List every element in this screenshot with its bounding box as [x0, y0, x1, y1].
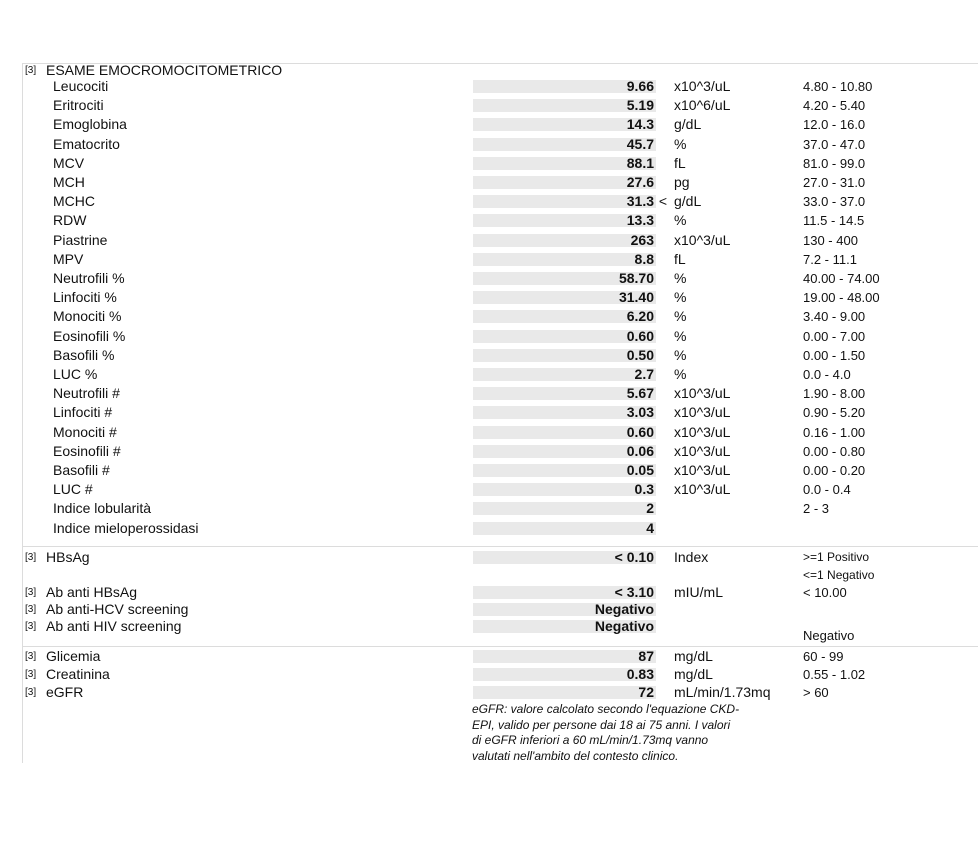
- result-row: [0, 617, 978, 643]
- egfr-note-line: di eGFR inferiori a 60 mL/min/1.73mq vanno: [472, 733, 709, 747]
- result-value: 0.05: [626, 462, 654, 478]
- result-unit: %: [674, 308, 687, 325]
- result-reference: 3.40 - 9.00: [803, 309, 866, 325]
- result-label: MCHC: [53, 193, 95, 210]
- result-label: eGFR: [46, 684, 84, 700]
- result-value: 5.19: [626, 97, 654, 114]
- result-unit: mL/min/1.73mq: [674, 684, 771, 700]
- result-value: 0.83: [626, 666, 654, 682]
- result-unit: mIU/mL: [674, 584, 723, 600]
- result-label: Basofili #: [53, 462, 110, 478]
- result-value: 58.70: [618, 270, 654, 286]
- result-unit: mg/dL: [674, 648, 713, 664]
- result-value: 45.7: [626, 135, 654, 152]
- result-unit: g/dL: [674, 116, 702, 133]
- result-value: 4: [646, 519, 654, 536]
- result-label: LUC %: [53, 366, 98, 382]
- result-row: [0, 231, 978, 250]
- result-reference: 19.00 - 48.00: [803, 290, 880, 306]
- value-box: [473, 234, 656, 247]
- result-unit: x10^3/uL: [674, 442, 731, 459]
- result-reference: 0.16 - 1.00: [803, 424, 866, 440]
- egfr-note-line: eGFR: valore calcolato secondo l'equazione CKD-: [472, 702, 740, 716]
- result-value: 9.66: [626, 78, 654, 94]
- result-row: [0, 423, 978, 442]
- result-flag: <: [658, 193, 668, 210]
- result-row: [0, 647, 978, 666]
- separator: [22, 546, 978, 547]
- result-value: 263: [630, 231, 654, 248]
- result-row: [0, 115, 978, 134]
- result-value: 3.03: [626, 404, 654, 421]
- result-value: 2.7: [634, 366, 654, 382]
- result-label: RDW: [53, 212, 87, 229]
- result-unit: x10^3/uL: [674, 231, 731, 248]
- result-reference: 0.55 - 1.02: [803, 667, 866, 682]
- result-value: < 0.10: [614, 549, 654, 565]
- result-label: Ematocrito: [53, 135, 120, 152]
- result-value: 0.60: [626, 423, 654, 440]
- result-reference: 81.0 - 99.0: [803, 155, 866, 171]
- value-box: [473, 650, 656, 663]
- result-value: 13.3: [626, 212, 654, 229]
- result-row: [0, 384, 978, 403]
- result-row: [0, 665, 978, 684]
- result-unit: x10^3/uL: [674, 423, 731, 440]
- result-unit: x10^3/uL: [674, 385, 731, 402]
- egfr-note: [472, 702, 792, 764]
- result-value: 14.3: [626, 116, 654, 133]
- result-reference: 4.80 - 10.80: [803, 79, 873, 94]
- result-row: [0, 461, 978, 480]
- value-box: [473, 253, 656, 266]
- result-reference: 0.0 - 0.4: [803, 482, 851, 498]
- result-label: Neutrofili %: [53, 270, 125, 286]
- section-marker: [3]: [25, 604, 37, 615]
- result-reference: Negativo: [803, 628, 855, 643]
- result-unit: fL: [674, 154, 686, 171]
- result-label: LUC #: [53, 481, 93, 498]
- result-unit: %: [674, 346, 687, 363]
- result-row: [0, 683, 978, 702]
- value-box: [473, 522, 656, 535]
- result-row: [0, 307, 978, 326]
- result-reference: 11.5 - 14.5: [803, 213, 865, 229]
- result-reference: 37.0 - 47.0: [803, 136, 866, 152]
- result-value: 31.40: [618, 289, 654, 306]
- result-row: [0, 77, 978, 96]
- section-marker: [3]: [25, 651, 37, 662]
- section-marker: [3]: [25, 587, 37, 598]
- result-label: Monociti %: [53, 308, 122, 325]
- result-value: Negativo: [594, 601, 654, 617]
- result-value: < 3.10: [614, 584, 654, 600]
- result-row: [0, 269, 978, 288]
- result-unit: %: [674, 212, 687, 229]
- result-label: Linfociti #: [53, 404, 113, 421]
- result-label: Indice lobularità: [53, 500, 152, 517]
- result-reference: 0.00 - 1.50: [803, 347, 866, 363]
- result-reference: 130 - 400: [803, 232, 858, 248]
- result-value: 0.60: [626, 327, 654, 344]
- result-label: Leucociti: [53, 78, 109, 94]
- result-row: [0, 403, 978, 422]
- section-marker: [3]: [25, 621, 37, 632]
- section-marker: [3]: [25, 552, 37, 563]
- result-reference: 7.2 - 11.1: [803, 251, 857, 267]
- result-row: [0, 173, 978, 192]
- result-reference: 27.0 - 31.0: [803, 175, 866, 190]
- section-marker: [3]: [25, 65, 37, 76]
- result-label: Monociti #: [53, 423, 117, 440]
- result-label: Eosinofili %: [53, 327, 126, 344]
- result-unit: x10^3/uL: [674, 404, 731, 421]
- egfr-note-line: valutati nell'ambito del contesto clinico.: [472, 748, 679, 763]
- value-box: [473, 483, 656, 496]
- result-row: [0, 250, 978, 269]
- section-title: ESAME EMOCROMOCITOMETRICO: [46, 62, 283, 78]
- result-label: Piastrine: [53, 231, 108, 248]
- result-reference: 40.00 - 74.00: [803, 271, 880, 286]
- result-value: 0.06: [626, 442, 654, 459]
- result-row: [0, 154, 978, 173]
- result-value: 0.50: [626, 346, 654, 363]
- result-unit: %: [674, 270, 687, 286]
- result-label: HBsAg: [46, 549, 90, 565]
- result-value: 2: [646, 500, 654, 517]
- result-row: [0, 346, 978, 365]
- result-label: MPV: [53, 250, 84, 267]
- section-marker: [3]: [25, 687, 37, 698]
- value-box: [473, 368, 656, 381]
- result-value: 72: [638, 684, 654, 700]
- result-unit: %: [674, 327, 687, 344]
- result-value: 0.3: [634, 481, 654, 498]
- result-reference: > 60: [803, 685, 829, 700]
- result-row: [0, 96, 978, 115]
- result-row: [0, 211, 978, 230]
- result-unit: mg/dL: [674, 666, 713, 682]
- result-label: Linfociti %: [53, 289, 117, 306]
- result-label: Basofili %: [53, 346, 115, 363]
- result-label: Ab anti HBsAg: [46, 584, 138, 600]
- result-unit: %: [674, 289, 687, 306]
- result-reference: 60 - 99: [803, 649, 844, 664]
- result-reference: 4.20 - 5.40: [803, 98, 866, 114]
- result-reference: 0.00 - 7.00: [803, 328, 866, 344]
- result-value: 27.6: [626, 174, 654, 190]
- result-row: [0, 365, 978, 384]
- result-label: Eritrociti: [53, 97, 104, 114]
- result-row: [0, 192, 978, 211]
- result-unit: pg: [674, 174, 690, 190]
- egfr-note-line: EPI, valido per persone dai 18 ai 75 anni. I valori: [472, 717, 731, 732]
- result-row: [0, 135, 978, 154]
- result-reference: >=1 Positivo: [803, 550, 870, 564]
- result-row: [0, 327, 978, 346]
- result-unit: x10^3/uL: [674, 481, 731, 498]
- result-row: [0, 480, 978, 499]
- result-reference: 0.0 - 4.0: [803, 367, 851, 382]
- result-label: Emoglobina: [53, 116, 127, 133]
- result-reference: < 10.00: [803, 585, 847, 600]
- result-unit: x10^3/uL: [674, 462, 731, 478]
- result-row: [0, 548, 978, 567]
- result-unit: x10^6/uL: [674, 97, 731, 114]
- value-box: [473, 502, 656, 515]
- result-value: 8.8: [634, 250, 654, 267]
- result-unit: x10^3/uL: [674, 78, 731, 94]
- result-value: 87: [638, 648, 654, 664]
- result-reference: 1.90 - 8.00: [803, 386, 866, 402]
- result-value: 31.3: [626, 193, 654, 210]
- result-reference: 0.00 - 0.80: [803, 443, 866, 459]
- result-label: Ab anti-HCV screening: [46, 601, 189, 617]
- result-unit: %: [674, 135, 687, 152]
- result-row-continuation: [0, 566, 978, 585]
- result-row: [0, 288, 978, 307]
- result-label: Ab anti HIV screening: [46, 618, 182, 634]
- result-reference: 33.0 - 37.0: [803, 194, 866, 210]
- value-box: [473, 686, 656, 699]
- result-reference: <=1 Negativo: [803, 568, 875, 582]
- result-label: Indice mieloperossidasi: [53, 519, 199, 536]
- result-label: Glicemia: [46, 648, 101, 664]
- result-unit: %: [674, 366, 687, 382]
- result-label: Eosinofili #: [53, 442, 121, 459]
- result-label: Neutrofili #: [53, 385, 120, 402]
- result-reference: 2 - 3: [803, 501, 830, 517]
- result-label: MCV: [53, 154, 85, 171]
- result-value: 88.1: [626, 154, 654, 171]
- result-value: Negativo: [594, 618, 654, 634]
- result-row: [0, 442, 978, 461]
- result-unit: fL: [674, 250, 686, 267]
- result-reference: 0.00 - 0.20: [803, 463, 866, 478]
- result-label: MCH: [53, 174, 85, 190]
- result-row: [0, 499, 978, 518]
- result-reference: 12.0 - 16.0: [803, 117, 866, 133]
- result-reference: 0.90 - 5.20: [803, 405, 866, 421]
- result-value: 6.20: [626, 308, 654, 325]
- result-unit: g/dL: [674, 193, 702, 210]
- result-row: [0, 519, 978, 538]
- section-marker: [3]: [25, 669, 37, 680]
- result-unit: Index: [674, 549, 709, 565]
- result-label: Creatinina: [46, 666, 110, 682]
- result-value: 5.67: [626, 385, 654, 402]
- separator: [22, 646, 978, 647]
